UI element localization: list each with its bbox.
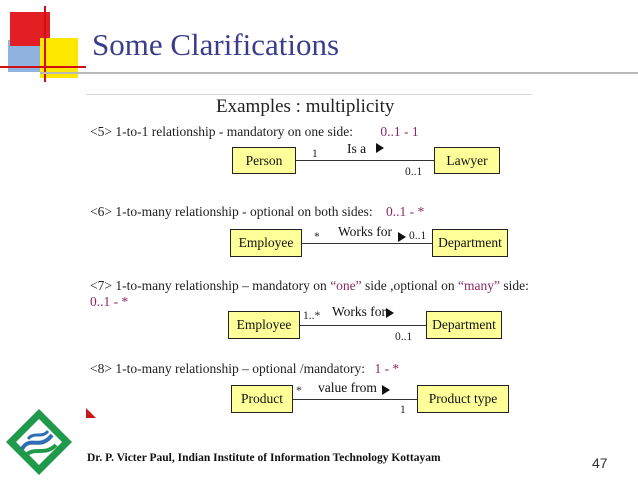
direction-triangle-icon xyxy=(398,232,406,242)
class-box-product-type: Product type xyxy=(417,385,509,413)
example-7-multiplicity: 0..1 - * xyxy=(90,294,129,309)
diagram-title: Examples : multiplicity xyxy=(216,96,395,117)
association-name-5: Is a xyxy=(347,141,367,156)
direction-triangle-icon xyxy=(382,385,390,395)
direction-triangle-icon xyxy=(386,308,394,318)
association-line-5 xyxy=(296,160,434,161)
example-7-text-1: <7> 1-to-many relationship – mandatory on xyxy=(90,278,331,293)
example-7-text-2: side ,optional on xyxy=(361,278,459,293)
class-box-department-7: Department xyxy=(426,311,502,339)
association-line-7 xyxy=(300,325,426,326)
left-multiplicity-7: 1..* xyxy=(303,310,321,322)
decor-line-vertical xyxy=(44,6,46,82)
class-box-lawyer: Lawyer xyxy=(434,147,500,174)
example-7-label xyxy=(90,278,529,294)
left-multiplicity-5: 1 xyxy=(312,148,318,160)
page-number: 47 xyxy=(592,455,608,471)
class-box-department-6: Department xyxy=(432,229,508,257)
title-underline xyxy=(40,72,638,74)
class-box-employee-6: Employee xyxy=(230,229,302,257)
decor-red-mark xyxy=(86,408,96,418)
slide-footer: Dr. P. Victer Paul, Indian Institute of Information Technology Kottayam xyxy=(87,452,441,464)
class-box-employee-7: Employee xyxy=(228,311,300,339)
class-box-person: Person xyxy=(232,147,296,174)
association-name-8: value from xyxy=(318,380,377,395)
right-multiplicity-8: 1 xyxy=(400,404,406,416)
example-6-multiplicity: 0..1 - * xyxy=(385,204,425,219)
direction-triangle-icon xyxy=(376,143,384,153)
iiit-kottayam-logo-icon xyxy=(2,405,76,479)
right-multiplicity-5: 0..1 xyxy=(405,166,423,178)
association-line-6 xyxy=(302,243,432,244)
example-7-text-3: side: xyxy=(500,278,529,293)
example-5-multiplicity: 0..1 - 1 xyxy=(380,124,419,139)
example-6-text: <6> 1-to-many relationship - optional on both sides: xyxy=(90,204,373,219)
example-8-multiplicity: 1 - * xyxy=(374,361,400,376)
example-7-one: “one” xyxy=(330,278,362,293)
class-box-product: Product xyxy=(231,385,293,413)
association-name-6: Works for xyxy=(338,224,393,239)
left-multiplicity-8: * xyxy=(296,385,302,397)
example-8-label xyxy=(90,361,399,377)
example-5-text: <5> 1-to-1 relationship - mandatory on one side: xyxy=(90,124,354,139)
left-multiplicity-6: * xyxy=(314,231,320,243)
slide-title: Some Clarifications xyxy=(92,27,340,62)
right-multiplicity-7: 0..1 xyxy=(395,331,413,343)
example-7-many: “many” xyxy=(458,278,501,293)
decor-line-horizontal xyxy=(0,66,86,68)
right-multiplicity-6: 0..1 xyxy=(409,230,427,242)
example-6-label xyxy=(90,204,424,220)
association-line-8 xyxy=(293,399,417,400)
example-8-text: <8> 1-to-many relationship – optional /mandatory: xyxy=(90,361,366,376)
association-name-7: Works for xyxy=(332,304,387,319)
example-5-label xyxy=(90,124,419,140)
